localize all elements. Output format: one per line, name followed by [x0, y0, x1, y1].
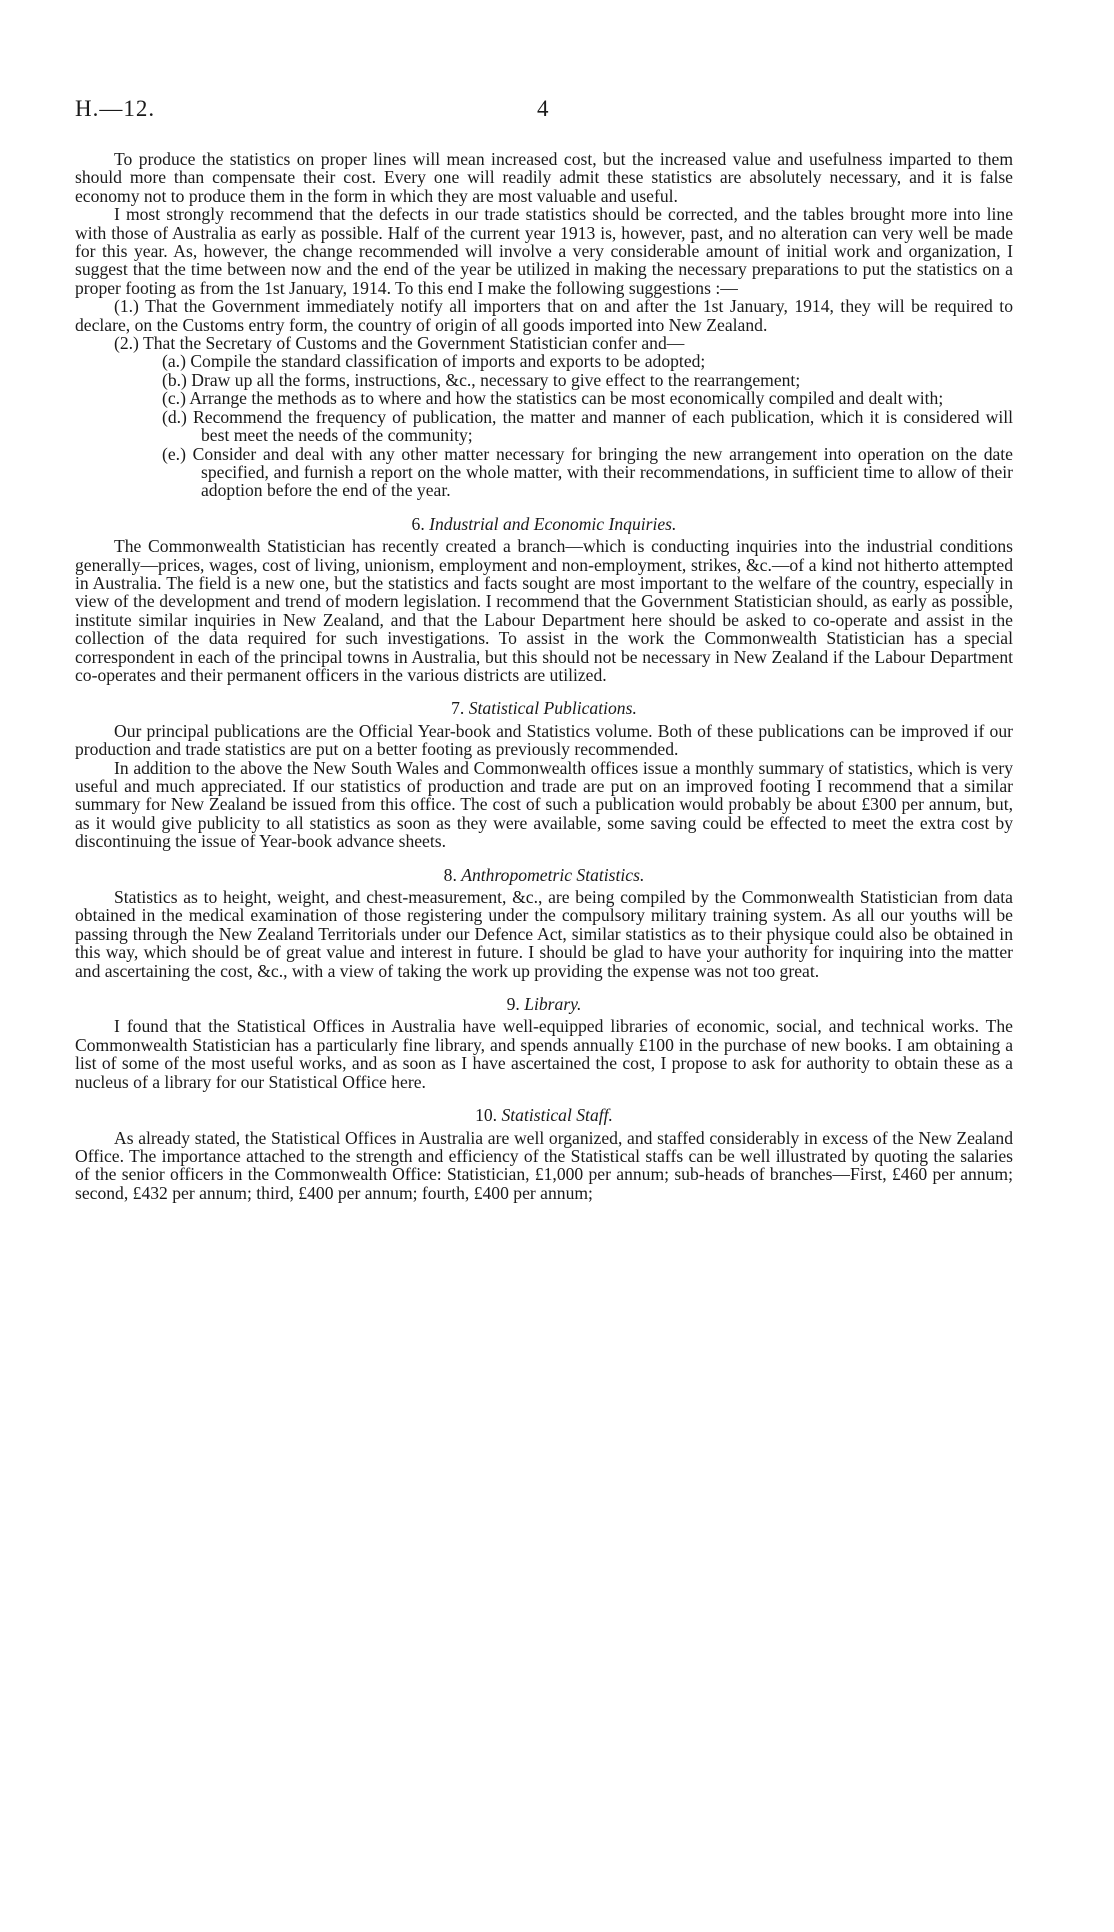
paragraph-publications-2: In addition to the above the New South Wales and Commonwealth offices issue a monthly summary of statistics, which is very useful and much appreciated. If our statistics of production and trade are put on an improved footing I recommend that a similar summary for New Zealand be issued from this office. The cost of such a publication would probably be about £300 per annum, but, as it would give publicity to all statistics as soon as they were available, some saving could be effected to meet the extra cost by discontinuing the issue of Year-book advance sheets. [75, 757, 1013, 852]
sub-item-c: (c.) Arrange the methods as to where and how the statistics can be most economically compiled and dealt with; [162, 388, 944, 409]
section-title: Anthropometric Statistics. [461, 864, 645, 885]
section-title: Statistical Staff. [501, 1105, 613, 1126]
section-title: Industrial and Economic Inquiries. [429, 513, 677, 534]
section-heading-6 [75, 515, 1013, 533]
paragraph-recommendation: I most strongly recommend that the defects in our trade statistics should be corrected, and the tables brought more into line with those of Australia as early as possible. Half of the current year 1913 is, however, past, and no alteration can very well be made for this year. As, however, the change recommended will involve a very considerable amount of initial work and organization, I suggest that the time between now and the end of the year be utilized in making the necessary preparations to put the statistics on a proper footing as from the 1st January, 1914. To this end I make the following suggestions :— [75, 204, 1013, 298]
section-title: Library. [524, 994, 582, 1015]
section-heading-10 [75, 1106, 1013, 1124]
page-number: 4 [537, 96, 549, 121]
sub-item-b: (b.) Draw up all the forms, instructions, &c., necessary to give effect to the rearrangement; [162, 369, 801, 390]
section-number: 7. [451, 698, 465, 719]
document-page [75, 96, 1013, 1202]
paragraph-anthropometric: Statistics as to height, weight, and chest-measurement, &c., are being compiled by the Commonwealth Statistician from data obtained in the medical examination of those registering under the compulsory military training system. As all our youths will be passing through the New Zealand Territorials under our Defence Act, similar statistics as to their physique could also be obtained in this way, which should be of great value and interest in future. I should be glad to have your authority for inquiring into the matter and ascertaining the cost, &c., with a view of taking the work up providing the expense was not too great. [75, 887, 1013, 981]
section-number: 10. [475, 1105, 498, 1126]
suggestion-1: (1.) That the Government immediately notify all importers that on and after the 1st January, 1914, they will be required to declare, on the Customs entry form, the country of origin of all goods imported into New Zealand. [75, 296, 1013, 335]
suggestion-2: (2.) That the Secretary of Customs and the Government Statistician confer and— [114, 333, 685, 354]
section-heading-7 [75, 699, 1013, 717]
sub-item-a: (a.) Compile the standard classification of imports and exports to be adopted; [162, 351, 706, 372]
section-title: Statistical Publications. [468, 698, 637, 719]
section-heading-9 [75, 995, 1013, 1013]
page-header [75, 96, 1013, 136]
paragraph-industrial: The Commonwealth Statistician has recently created a branch—which is conducting inquiries into the industrial conditions generally—prices, wages, cost of living, unionism, employment and non-employment, strikes, &c.—of a kind not hitherto attempted in Australia. The field is a new one, but the statistics and facts sought are most important to the welfare of the country, especially in view of the development and trend of modern legislation. I recommend that the Government Statistician should, as early as possible, institute similar inquiries in New Zealand, and that the Labour Department here should be asked to co-operate and assist in the collection of the data required for such investigations. To assist in the work the Commonwealth Statistician has a special correspondent in each of the principal towns in Australia, but this should not be necessary in New Zealand if the Labour Department co-operates and their permanent officers in the various districts are utilized. [75, 536, 1013, 685]
document-reference: H.—12. [75, 96, 156, 121]
paragraph-library: I found that the Statistical Offices in Australia have well-equipped libraries of economic, social, and technical works. The Commonwealth Statistician has a particularly fine library, and spends annually £100 in the purchase of new books. I am obtaining a list of some of the most useful works, and as soon as I have ascertained the cost, I propose to ask for authority to obtain these as a nucleus of a library for our Statistical Office here. [75, 1016, 1013, 1092]
paragraph-staff: As already stated, the Statistical Offices in Australia are well organized, and staffed considerably in excess of the New Zealand Office. The importance attached to the strength and efficiency of the Statistical staffs can be well illustrated by quoting the salaries of the senior officers in the Commonwealth Office: Statistician, £1,000 per annum; sub-heads of branches—First, £460 per annum; second, £432 per annum; third, £400 per annum; fourth, £400 per annum; [75, 1127, 1013, 1203]
section-number: 8. [443, 864, 457, 885]
sub-item-d: (d.) Recommend the frequency of publication, the matter and manner of each publication, which it is considered will best meet the needs of the community; [162, 406, 1013, 446]
document-body [75, 150, 1013, 1202]
section-number: 9. [506, 994, 520, 1015]
paragraph-cost: To produce the statistics on proper lines will mean increased cost, but the increased value and usefulness imparted to them should more than compensate their cost. Every one will readily admit these statistics are absolutely necessary, and it is false economy not to produce them in the form in which they are most valuable and useful. [75, 149, 1013, 206]
paragraph-publications-1: Our principal publications are the Official Year-book and Statistics volume. Both of these publications can be improved if our production and trade statistics are put on a better footing as previously recommended. [75, 720, 1013, 760]
section-number: 6. [411, 513, 425, 534]
sub-item-e: (e.) Consider and deal with any other matter necessary for bringing the new arrangement into operation on the date specified, and furnish a report on the whole matter, with their recommendations, in sufficient time to allow of their adoption before the end of the year. [162, 443, 1013, 501]
section-heading-8 [75, 866, 1013, 884]
